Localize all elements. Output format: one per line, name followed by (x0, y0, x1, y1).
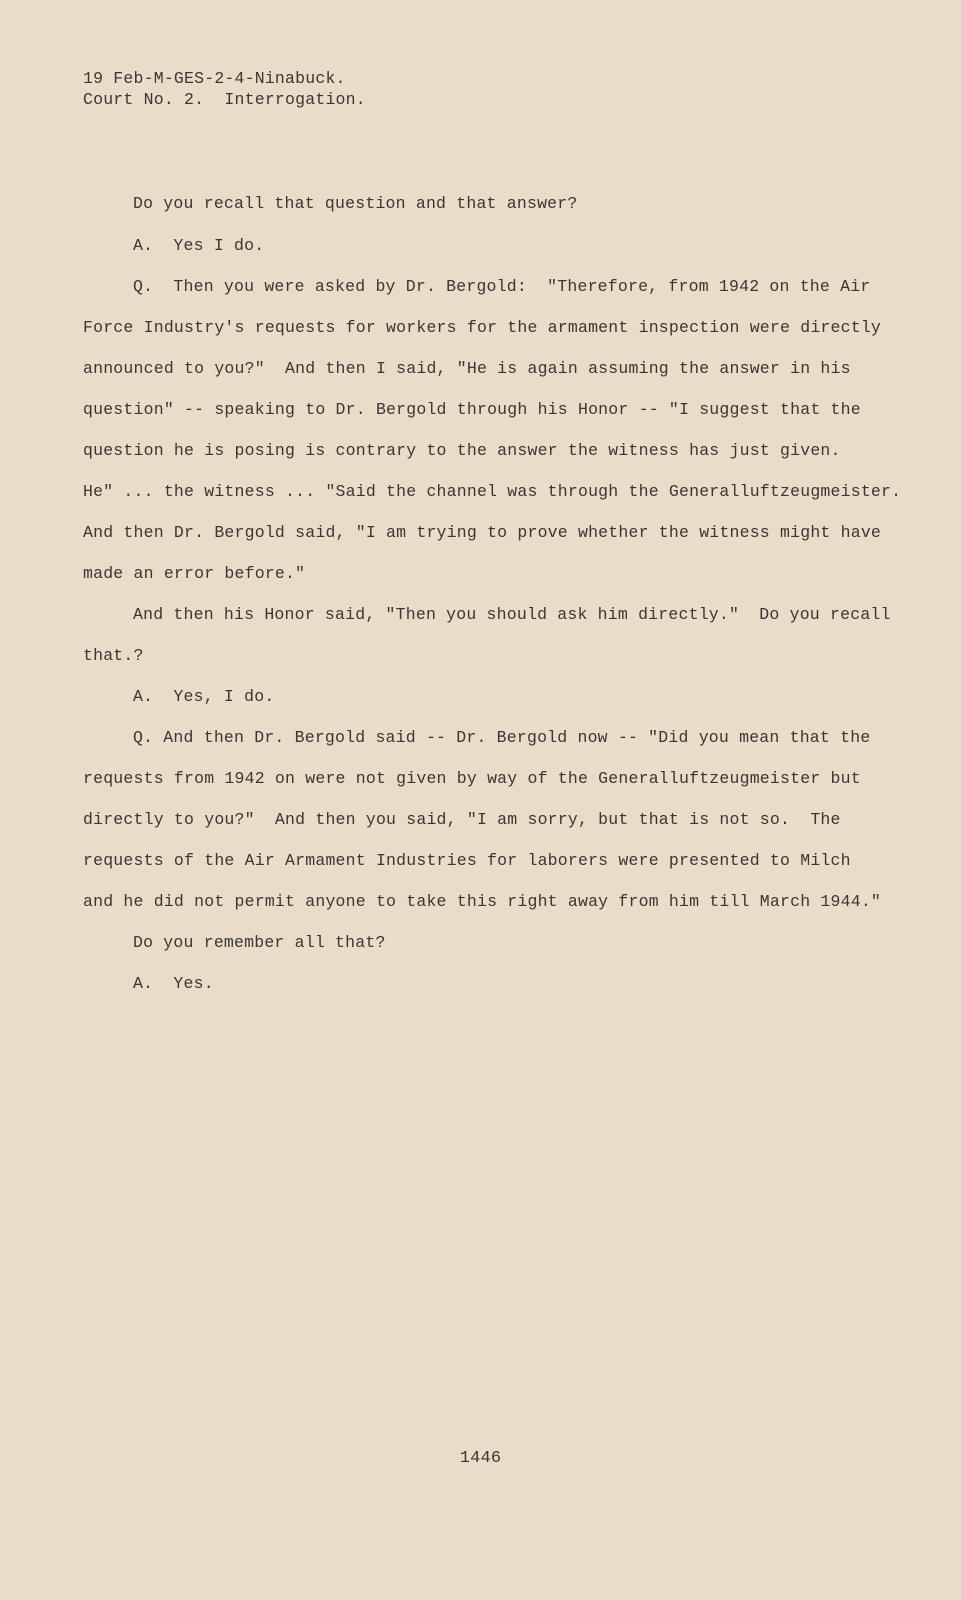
transcript-line: A. Yes I do. (133, 236, 265, 255)
transcript-line: Q. And then Dr. Bergold said -- Dr. Bergold now -- "Did you mean that the (133, 728, 871, 747)
transcript-line: Do you remember all that? (133, 933, 386, 952)
transcript-line: and he did not permit anyone to take this right away from him till March 1944." (83, 892, 882, 911)
transcript-line: He" ... the witness ... "Said the channel was through the Generalluftzeugmeister. (83, 482, 902, 501)
header-session-line: 19 Feb-M-GES-2-4-Ninabuck. (83, 69, 346, 88)
transcript-line: question" -- speaking to Dr. Bergold through his Honor -- "I suggest that the (83, 400, 861, 419)
transcript-line: that.? (83, 646, 144, 665)
transcript-line: Force Industry's requests for workers for the armament inspection were directly (83, 318, 882, 337)
transcript-line: Do you recall that question and that answer? (133, 194, 578, 213)
document-header (83, 68, 366, 110)
transcript-line: A. Yes. (133, 974, 214, 993)
transcript-line: And then Dr. Bergold said, "I am trying to prove whether the witness might have (83, 523, 882, 542)
transcript-line: question he is posing is contrary to the answer the witness has just given. (83, 441, 841, 460)
transcript-line: Q. Then you were asked by Dr. Bergold: "Therefore, from 1942 on the Air (133, 277, 871, 296)
transcript-line: requests of the Air Armament Industries for laborers were presented to Milch (83, 851, 851, 870)
transcript-line: And then his Honor said, "Then you should ask him directly." Do you recall (133, 605, 891, 624)
page-number: 1446 (459, 1449, 502, 1468)
transcript-line: announced to you?" And then I said, "He is again assuming the answer in his (83, 359, 851, 378)
transcript-line: directly to you?" And then you said, "I am sorry, but that is not so. The (83, 810, 841, 829)
header-court-line: Court No. 2. Interrogation. (83, 90, 366, 109)
transcript-line: made an error before." (83, 564, 306, 583)
transcript-line: requests from 1942 on were not given by way of the Generalluftzeugmeister but (83, 769, 861, 788)
transcript-line: A. Yes, I do. (133, 687, 275, 706)
